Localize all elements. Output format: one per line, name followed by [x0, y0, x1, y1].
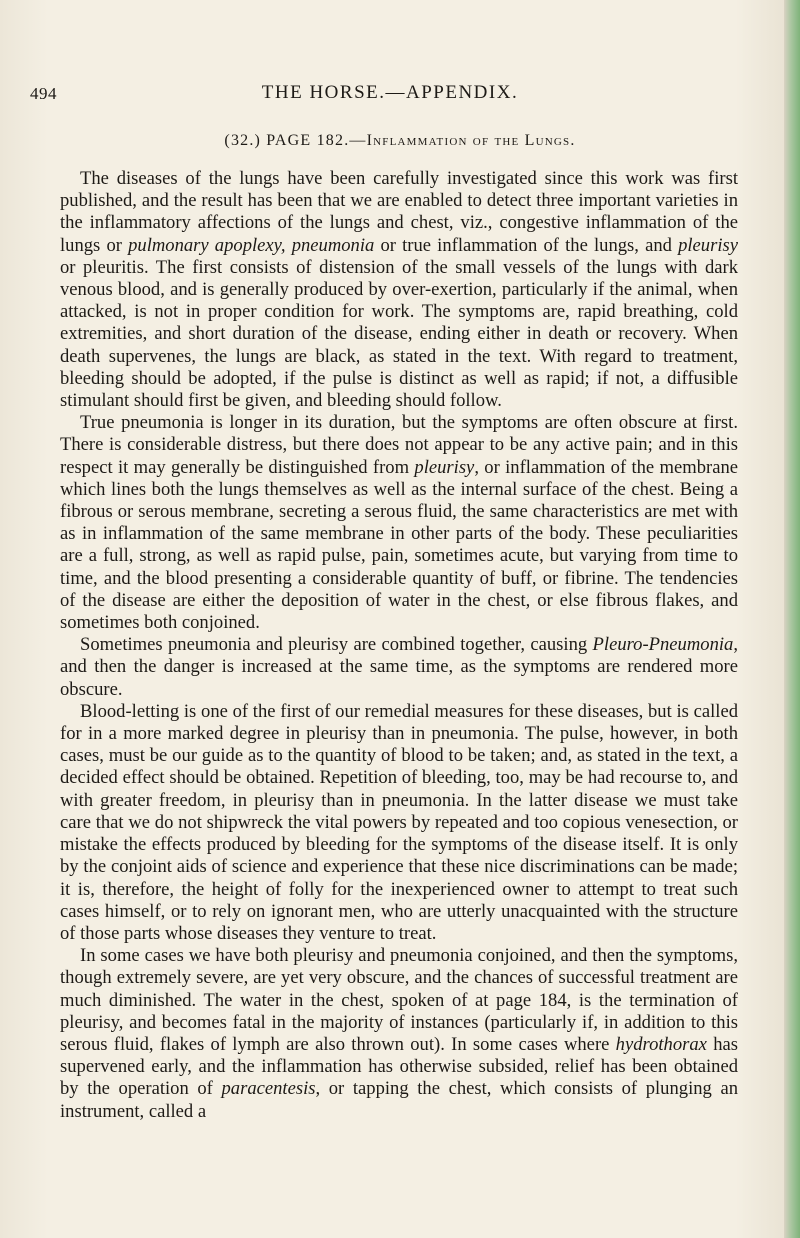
italic-term: Pleuro-Pneumonia: [592, 634, 734, 656]
text-run: or pleuritis. The first consists of distension of the small vessels of the lungs with dark venous blood, and is generally produced by over-exertion, particularly if the animal, when attacked, is not in proper condition for work. The symptoms are, rapid breathing, cold extremities, and short duration of the disease, ending either in death or recovery. When death supervenes, the lungs are black, as stated in the text. With regard to treatment, bleeding should be adopted, if the pulse is distinct as well as rapid; if not, a diffusible stimulant should first be given, and bleeding should follow.: [60, 256, 738, 412]
text-run: True pneumonia is longer in its duration, but the symptoms are often obscure at first. There is considerable distress, but there does not appear to be any active pain; and in this respect it may generally be distinguished from: [60, 412, 738, 478]
text-run: The diseases of the lungs have been carefully investigated since this work was first published, and the result has been that we are enabled to detect three important varieties in the inflammatory affections of the lungs and chest, viz., congestive inflammation of the lungs or: [60, 168, 738, 256]
section-heading: [60, 132, 740, 150]
paragraph: [60, 168, 738, 412]
body-text: [60, 168, 738, 1123]
text-run: Sometimes pneumonia and pleurisy are combined together, causing: [80, 634, 593, 656]
section-title: Inflammation of the Lungs.: [366, 132, 576, 149]
page-header: [30, 82, 750, 108]
running-head: THE HORSE.—APPENDIX.: [261, 82, 519, 103]
paragraph: [60, 634, 738, 701]
italic-term: pleurisy: [414, 456, 475, 478]
text-run: In some cases we have both pleurisy and pneumonia conjoined, and then the symptoms, though extremely severe, are yet very obscure, and the chances of successful treatment are much diminished. The water in the chest, spoken of at page 184, is the termination of pleurisy, and becomes fatal in the majority of instances (particularly if, in addition to this serous fluid, flakes of lymph are also thrown out). In some cases where: [60, 945, 738, 1055]
text-run: has supervened early, and the inflammation has otherwise subsided, relief has been obtained by the operation of: [60, 1033, 738, 1100]
text-run: , or tapping the chest, which consists of plunging an instrument, called a: [60, 1078, 738, 1122]
italic-term: pleurisy: [678, 234, 738, 256]
text-run: , or inflammation of the membrane which lines both the lungs themselves as well as the internal surface of the chest. Being a fibrous or serous membrane, secreting a serous fluid, the same characteristics are met with as in inflammation of the same membrane in other parts of the body. These peculiarities are a full, strong, as well as rapid pulse, pain, sometimes acute, but varying from time to time, and the blood presenting a considerable quantity of buff, or fibrine. The tendencies of the disease are either the deposition of water in the chest, or else fibrous flakes, and sometimes both conjoined.: [60, 456, 738, 634]
italic-term: pulmonary apoplexy, pneumonia: [128, 234, 375, 256]
page-edge-strip: [784, 0, 800, 1238]
text-run: , and then the danger is increased at the same time, as the symptoms are rendered more obscure.: [60, 634, 738, 700]
italic-term: hydrothorax: [615, 1033, 707, 1055]
paragraph: [60, 412, 738, 634]
italic-term: paracentesis: [221, 1078, 316, 1100]
paragraph: [60, 945, 738, 1123]
page-number: 494: [30, 84, 57, 103]
paragraph: [60, 701, 738, 945]
text-run: Blood-letting is one of the first of our remedial measures for these diseases, but is called for in a more marked degree in pleurisy than in pneumonia. The pulse, however, in both cases, must be our guide as to the quantity of blood to be taken; and, as stated in the text, a decided effect should be obtained. Repetition of bleeding, too, may be had recourse to, and with greater freedom, in pleurisy than in pneumonia. In the latter disease we must take care that we do not shipwreck the vital powers by repeated and too copious venesection, or mistake the effects produced by bleeding for the symptoms of the disease itself. It is only by the conjoint aids of science and experience that these nice discriminations can be made; it is, therefore, the height of folly for the inexperienced owner to attempt to treat such cases himself, or to rely on ignorant men, who are utterly unacquainted with the structure of those parts whose diseases they venture to treat.: [60, 700, 738, 944]
text-run: or true inflammation of the lungs, and: [374, 234, 679, 256]
section-reference: (32.) PAGE 182.—: [224, 132, 367, 149]
